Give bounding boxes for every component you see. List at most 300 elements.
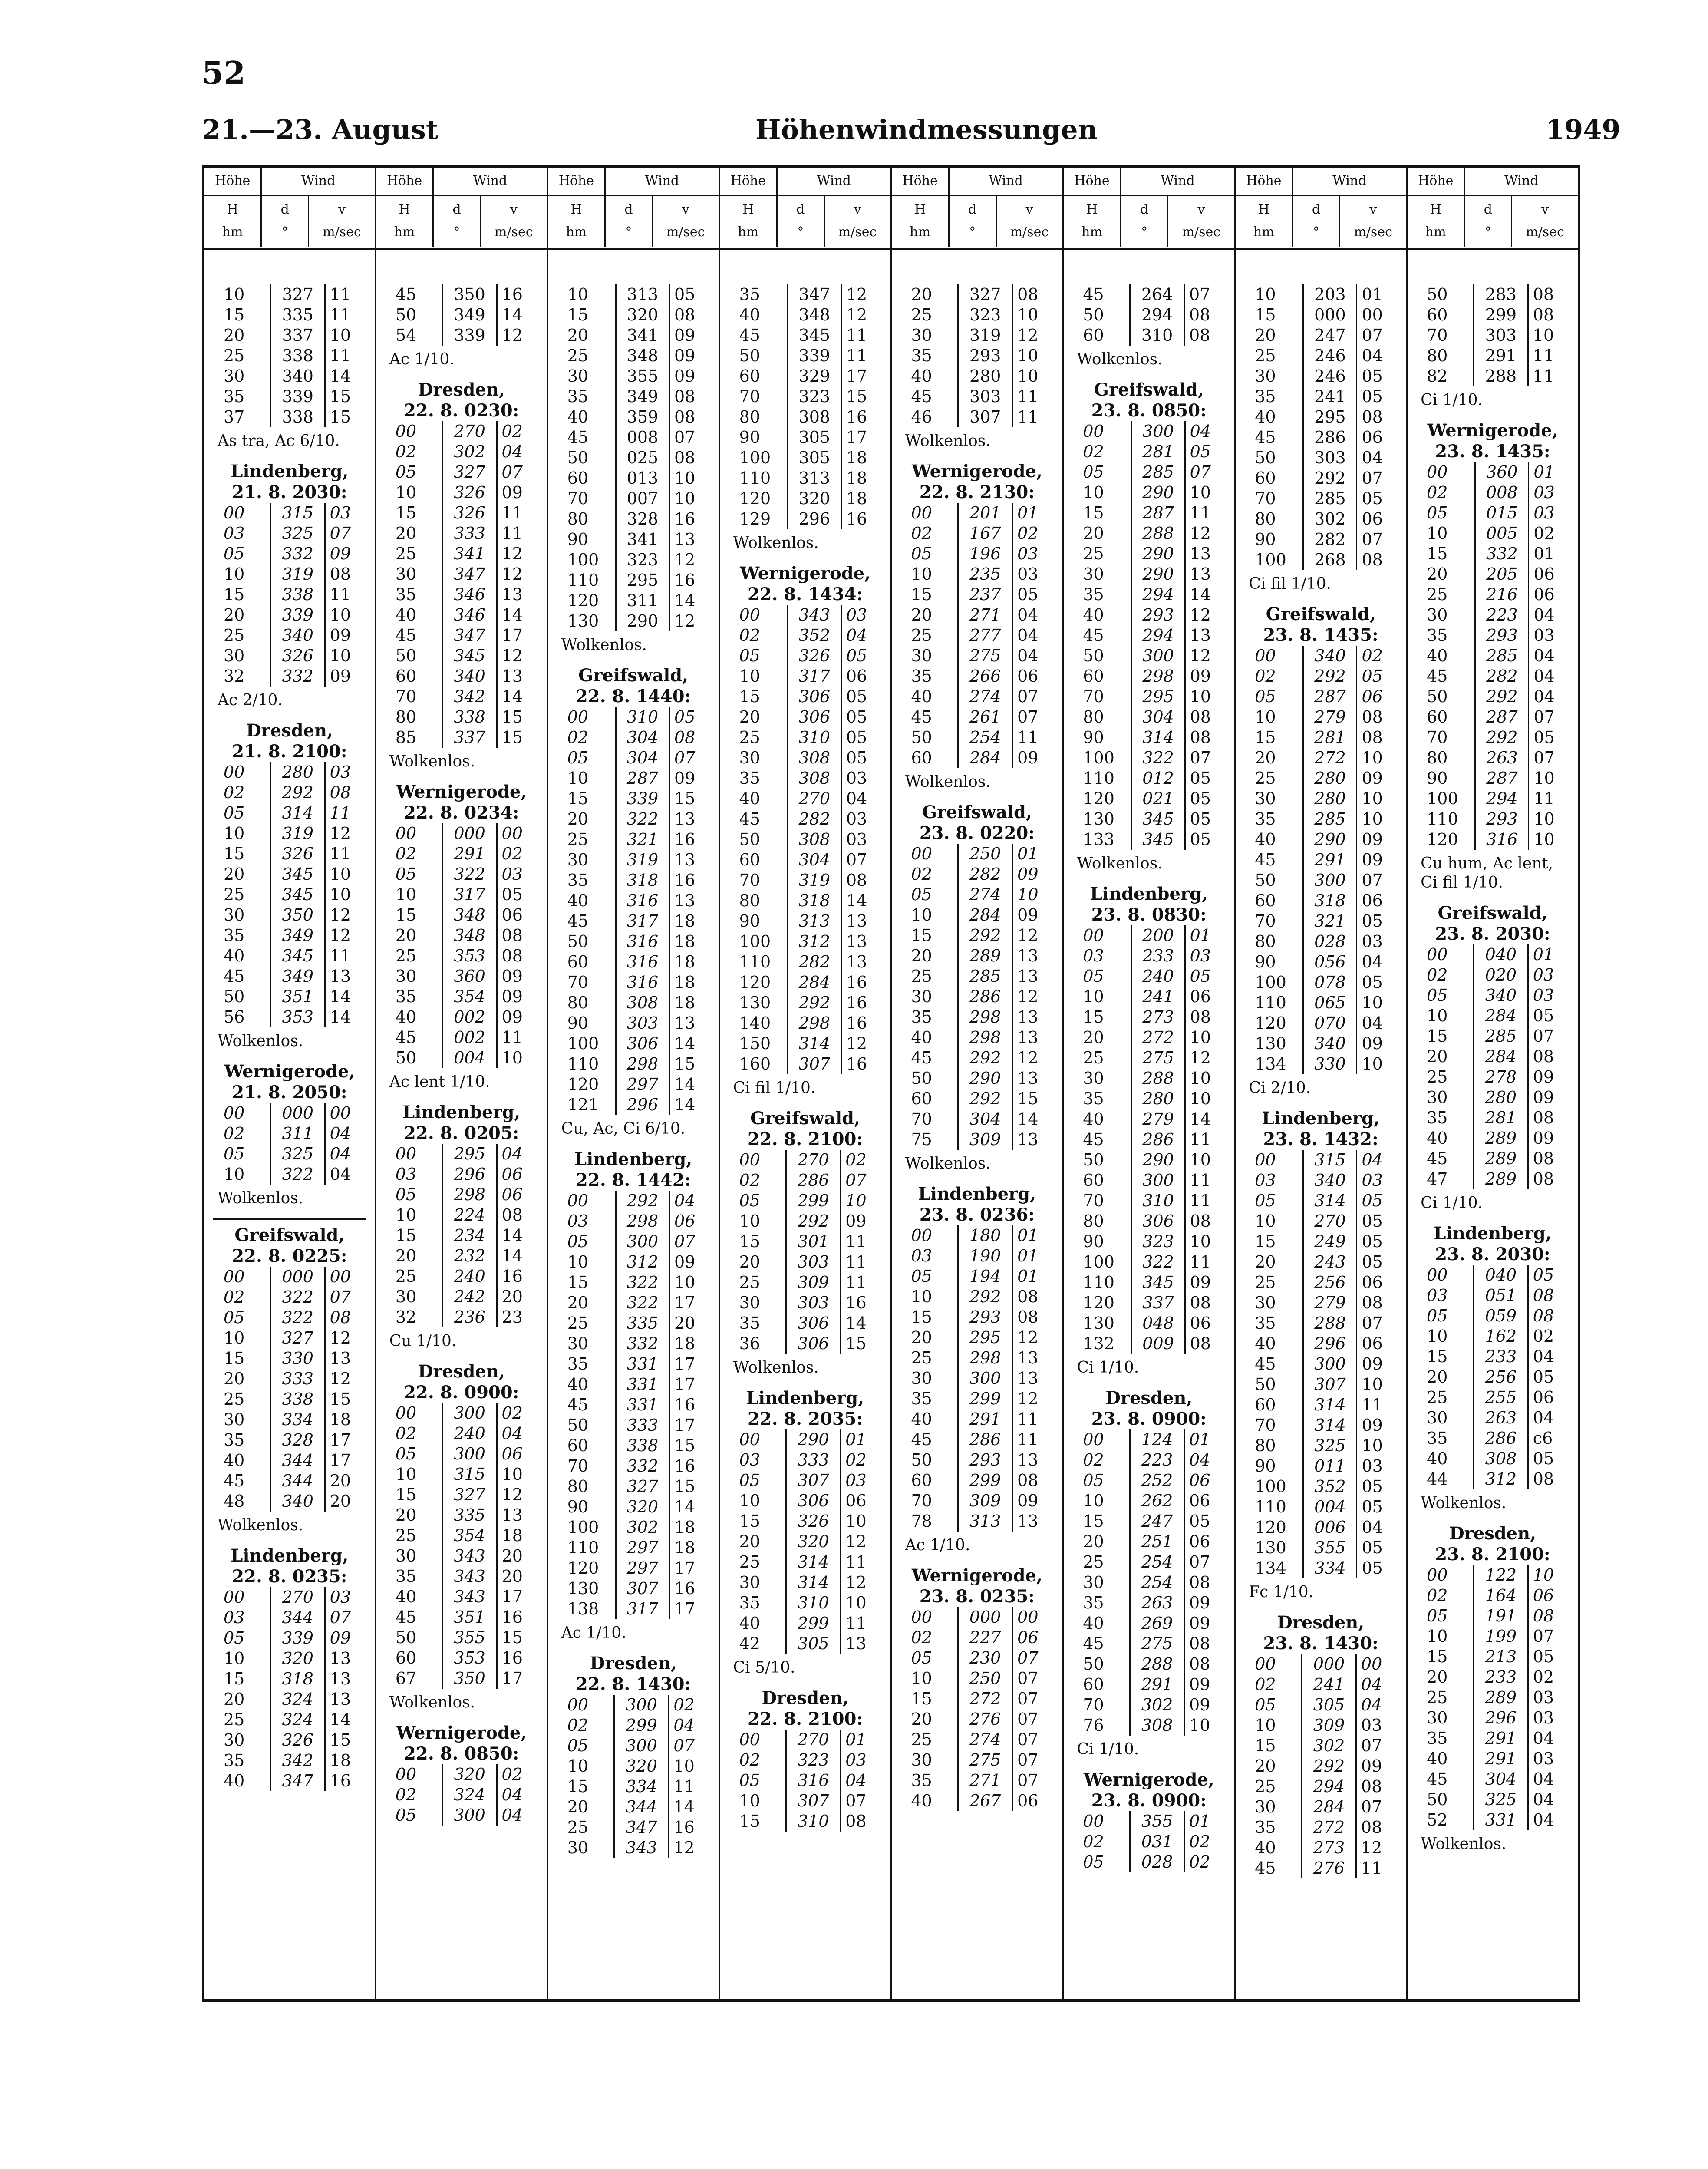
height-cell: 45 [567,428,589,447]
speed-cell: 17 [674,1558,696,1578]
direction-cell: 300 [442,1403,497,1423]
height-cell: 32 [395,1307,417,1327]
height-cell: 120 [1255,1518,1286,1537]
speed-cell: 06 [1189,1471,1210,1490]
data-table [219,284,366,427]
table-row [219,564,366,584]
table-row [1422,707,1569,727]
height-cell: 120 [1083,789,1114,808]
table-row [391,1785,538,1805]
direction-cell: 250 [958,844,1012,864]
height-cell: 80 [739,891,760,910]
direction-cell: 291 [1474,346,1528,366]
speed-cell: 03 [1362,932,1383,951]
height-cell: 35 [1427,1429,1448,1448]
speed-cell: 15 [846,387,867,406]
table-row [1250,529,1397,550]
speed-cell: 05 [846,728,867,747]
ms-label: m/sec [1010,224,1049,240]
height-cell: 05 [567,1232,589,1251]
speed-cell: 09 [1189,1593,1210,1612]
direction-cell: 323 [616,550,669,570]
station-title [557,1149,710,1191]
speed-cell: 12 [1017,987,1039,1006]
column-header [204,168,375,250]
direction-cell: 015 [1475,503,1529,523]
table-row [219,946,366,966]
table-row [1078,687,1225,707]
height-cell: 35 [1083,1593,1104,1612]
height-cell: 45 [739,326,760,345]
table-row [735,870,882,891]
hm-label: hm [1425,224,1446,240]
cloud-note: Ci fil 1/10. [733,1079,816,1097]
height-cell: 00 [395,1403,417,1423]
deg-label: ° [453,224,460,240]
speed-cell: 13 [846,932,867,951]
height-cell: 45 [1255,1354,1276,1373]
speed-cell: 06 [1017,1791,1039,1810]
table-row [907,707,1054,727]
station-block [729,1108,882,1377]
height-cell: 02 [395,1785,417,1804]
table-row [1078,284,1225,305]
speed-cell: 17 [674,1354,696,1373]
station-block [213,1061,366,1208]
direction-cell: 320 [788,489,841,509]
speed-cell: 04 [845,1771,867,1790]
station-datetime: 22. 8. 1430: [576,1674,691,1694]
table-row [907,1429,1054,1450]
speed-cell: 04 [1533,1729,1554,1748]
table-row [1078,789,1225,809]
speed-cell: 12 [330,1328,351,1347]
speed-cell: 15 [1017,1089,1039,1108]
height-cell: 15 [1427,1647,1448,1666]
table-row [219,366,366,386]
table-row [219,966,366,987]
direction-cell: 338 [616,1436,669,1456]
height-cell: 00 [1083,1430,1104,1449]
speed-cell: 04 [1533,667,1555,686]
header-date-range: 21.—23. August [202,114,439,145]
direction-cell: 296 [1474,1708,1528,1728]
speed-cell: 15 [501,728,523,747]
direction-cell: 232 [442,1246,497,1266]
direction-cell: 281 [1303,727,1357,748]
height-cell: 90 [1083,728,1104,747]
station-block [1072,284,1225,369]
deg-label: ° [1484,224,1491,240]
hm-label: hm [566,224,587,240]
table-row [391,1205,538,1225]
height-cell: 80 [567,1477,589,1496]
direction-cell: 279 [1303,1293,1357,1313]
speed-cell: 05 [1533,1449,1554,1468]
direction-cell: 323 [958,305,1012,325]
speed-cell: 04 [1533,605,1555,624]
height-cell: 60 [911,1089,932,1108]
speed-cell: 04 [501,1144,523,1163]
speed-cell: 09 [1190,667,1211,686]
table-row [735,1593,882,1613]
station-datetime: 23. 8. 1435: [1263,625,1378,645]
table-row [1078,1832,1225,1852]
direction-cell: 332 [270,544,325,564]
station-block [1416,420,1569,892]
height-cell: 82 [1427,366,1448,386]
direction-cell: 314 [1131,727,1185,748]
direction-cell: 303 [1303,448,1357,468]
table-row [563,931,710,952]
speed-cell: 17 [501,626,523,645]
station-title [213,1225,366,1267]
direction-cell: 243 [1303,1252,1357,1272]
table-row [219,1307,366,1328]
speed-cell: 17 [674,1293,696,1312]
speed-cell: 05 [1190,967,1211,986]
height-cell: 25 [1255,1777,1276,1796]
height-cell: 02 [1083,1832,1104,1851]
table-row [563,1374,710,1395]
direction-cell: 273 [1131,1007,1185,1027]
table-row [563,972,710,993]
direction-cell: 270 [442,421,497,442]
table-row [391,844,538,864]
table-row [1422,1387,1569,1408]
station-title [729,563,882,605]
speed-cell: 08 [1533,1149,1554,1168]
speed-cell: 15 [330,387,351,406]
direction-cell: 291 [1474,1749,1528,1769]
table-row [1250,325,1397,346]
direction-cell: 344 [270,1608,325,1628]
height-cell: 45 [911,1430,932,1449]
station-block [1244,604,1397,1098]
direction-cell: 304 [616,748,669,768]
height-cell: 20 [395,1246,417,1265]
direction-cell: 349 [270,925,325,946]
height-cell: 40 [567,1375,589,1394]
direction-cell: 317 [442,885,497,905]
speed-cell: 18 [674,973,696,992]
direction-cell: 283 [1474,284,1528,305]
height-cell: 20 [224,605,245,624]
speed-cell: 08 [1362,707,1383,726]
speed-cell: 04 [1533,1790,1554,1809]
station-datetime: 23. 8. 2100: [1435,1544,1550,1565]
height-cell: 30 [224,905,245,924]
table-row [735,809,882,829]
speed-cell: 11 [845,1552,867,1571]
speed-cell: 04 [674,1191,696,1210]
h-label: H [399,202,410,217]
cloud-note: Wolkenlos. [218,1032,303,1050]
height-cell: 00 [224,503,245,522]
height-cell: 25 [739,728,760,747]
direction-cell: 008 [616,427,669,448]
table-row [563,748,710,768]
speed-cell: 07 [1533,1027,1554,1046]
direction-cell: 284 [788,972,841,993]
hm-label: hm [1253,224,1274,240]
height-cell: 130 [1083,809,1114,829]
height-cell: 60 [1255,891,1276,910]
height-cell: 140 [739,1014,771,1033]
speed-cell: 05 [1362,973,1383,992]
direction-cell: 330 [270,1348,325,1369]
table-row [563,1838,710,1858]
height-cell: 20 [739,1532,760,1551]
table-row [219,503,366,523]
table-row [1422,944,1569,965]
direction-cell: 345 [270,864,325,885]
direction-cell: 227 [958,1628,1012,1648]
table-row [219,803,366,823]
column-header [720,168,890,250]
station-block [1416,284,1569,410]
direction-cell: 355 [1130,1811,1184,1832]
height-cell: 05 [1427,503,1448,522]
direction-cell: 300 [616,1231,669,1252]
table-row [907,1648,1054,1668]
table-row [1078,1068,1225,1089]
table-row [1422,666,1569,687]
height-cell: 20 [395,524,417,543]
direction-cell: 289 [1474,1128,1528,1149]
direction-cell: 287 [1131,503,1185,523]
speed-cell: 10 [1533,769,1555,788]
speed-cell: 14 [330,366,351,386]
station-datetime: 23. 8. 2030: [1435,924,1550,944]
station-block [213,284,366,451]
table-row [1422,1026,1569,1047]
speed-cell: 12 [1017,926,1039,945]
station-block [901,802,1054,1173]
station-datetime: 22. 8. 0230: [404,400,519,421]
speed-cell: 10 [1362,748,1383,767]
table-row [735,1211,882,1231]
height-cell: 20 [224,865,245,884]
direction-cell: 303 [958,386,1012,407]
table-row [1422,305,1569,325]
speed-cell: 12 [674,550,696,569]
station-block [729,563,882,1098]
direction-cell: 008 [1475,482,1529,503]
speed-cell: 08 [1189,305,1210,324]
column-body [892,250,1062,1811]
height-cell: 10 [567,285,589,304]
height-cell: 110 [1255,1497,1286,1516]
direction-cell: 332 [1475,544,1529,564]
table-row [391,1164,538,1185]
height-cell: 05 [911,885,932,904]
table-row [1422,584,1569,605]
table-row [735,1170,882,1191]
table-row [563,1211,710,1231]
height-cell: 10 [395,483,417,502]
height-cell: 35 [1427,1108,1448,1127]
table-row [563,1334,710,1354]
height-cell: 30 [911,987,932,1006]
table-row [391,1027,538,1048]
column-body [1408,250,1578,1854]
direction-cell: 335 [616,1313,669,1334]
direction-cell: 347 [614,1817,669,1838]
height-cell: 40 [911,1028,932,1047]
station-title [1072,380,1225,421]
direction-cell: 288 [1474,366,1528,386]
station-block [1072,380,1225,873]
direction-cell: 271 [958,605,1012,625]
speed-cell: 05 [1362,387,1383,406]
speed-cell: 05 [1533,728,1555,747]
table-row [1422,687,1569,707]
table-row [219,1648,366,1669]
table-row [735,325,882,346]
height-cell: 03 [567,1212,589,1231]
table-row [735,1491,882,1511]
column-header [892,168,1062,250]
table-row [1078,1811,1225,1832]
direction-cell: 240 [1131,966,1185,987]
table-row [1078,1191,1225,1211]
direction-cell: 300 [1303,870,1357,891]
table-row [1422,1326,1569,1347]
speed-cell: 12 [330,1369,351,1388]
height-cell: 05 [567,1736,589,1755]
speed-cell: 02 [1017,524,1039,543]
direction-cell: 332 [270,666,325,687]
speed-cell: 11 [1017,728,1039,747]
height-cell: 35 [1255,1314,1276,1333]
direction-cell: 327 [270,1328,325,1348]
height-cell: 20 [1255,1252,1276,1271]
cloud-note: Wolkenlos. [1077,855,1163,872]
height-cell: 40 [1427,1449,1448,1468]
table-row [1078,1674,1225,1695]
station-name: Lindenberg, [231,1545,349,1566]
speed-cell: 08 [1017,1307,1039,1327]
data-table [907,844,1054,1150]
height-cell: 25 [1427,1688,1448,1707]
height-cell: 05 [911,1267,932,1286]
direction-cell: 322 [616,809,669,829]
column-1 [204,168,376,1999]
height-cell: 45 [1255,850,1276,869]
speed-cell: 10 [330,865,351,884]
table-row [563,611,710,631]
direction-cell: 302 [616,1517,669,1538]
speed-cell: 03 [1533,1688,1554,1707]
table-row [563,1354,710,1374]
direction-cell: 326 [442,503,497,523]
direction-cell: 320 [786,1532,841,1552]
height-cell: 90 [739,428,760,447]
height-cell: 130 [567,1579,599,1598]
height-cell: 20 [911,1328,932,1347]
height-cell: 25 [395,946,417,965]
table-row [219,844,366,864]
height-cell: 40 [911,1791,932,1810]
speed-cell: 05 [1533,1006,1554,1025]
direction-cell: 326 [270,646,325,666]
table-row [735,366,882,386]
height-cell: 70 [1083,687,1104,706]
height-cell: 130 [1083,1314,1114,1333]
cloud-note: Cu 1/10. [389,1332,457,1350]
table-row [219,1471,366,1491]
direction-cell: 321 [1303,911,1357,931]
direction-cell: 315 [270,503,325,523]
direction-cell: 347 [270,1771,325,1791]
table-row [391,727,538,748]
speed-cell: 02 [1189,1832,1210,1851]
speed-cell: 13 [1017,1450,1039,1469]
speed-cell: 11 [845,1614,867,1633]
table-row [563,468,710,489]
table-row [1422,1265,1569,1285]
table-row [391,1225,538,1246]
table-row [391,646,538,666]
speed-cell: 16 [674,1395,696,1414]
height-cell: 30 [1083,565,1104,584]
height-cell: 35 [739,285,760,304]
speed-cell: 08 [1190,1293,1211,1312]
table-row [219,1287,366,1307]
direction-cell: 285 [1475,646,1529,666]
table-row [1250,1538,1397,1558]
data-table [1078,925,1225,1354]
table-row [219,1144,366,1164]
table-row [563,789,710,809]
table-row [1078,666,1225,687]
direction-cell: 284 [958,748,1012,768]
height-cell: 52 [1427,1810,1448,1829]
table-row [219,1369,366,1389]
direction-cell: 297 [616,1538,669,1558]
height-cell: 25 [911,1348,932,1367]
table-row [1078,1313,1225,1334]
speed-cell: 04 [1189,1450,1210,1469]
speed-cell: 15 [674,789,696,808]
height-cell: 05 [395,462,417,482]
speed-cell: c6 [1533,1429,1553,1448]
table-row [1250,666,1397,687]
station-name: Wernigerode, [1427,420,1558,441]
speed-cell: 07 [1533,707,1555,726]
table-row [735,1511,882,1532]
speed-cell: 10 [330,326,351,345]
header-year: 1949 [1546,114,1621,145]
speed-cell: 08 [1533,1469,1554,1489]
direction-cell: 344 [614,1797,669,1817]
direction-cell: 288 [1303,1313,1357,1334]
table-row [1078,987,1225,1007]
v-label: v [682,202,689,217]
speed-cell: 06 [501,905,523,924]
deg-label: ° [797,224,804,240]
speed-cell: 09 [501,1007,523,1027]
table-row [1422,1347,1569,1367]
height-cell: 40 [739,789,760,808]
height-cell: 15 [739,687,760,706]
direction-cell: 354 [442,1525,497,1546]
table-row [907,1348,1054,1368]
direction-cell: 327 [616,1476,669,1497]
table-row [735,1252,882,1272]
height-cell: 100 [1255,973,1286,992]
